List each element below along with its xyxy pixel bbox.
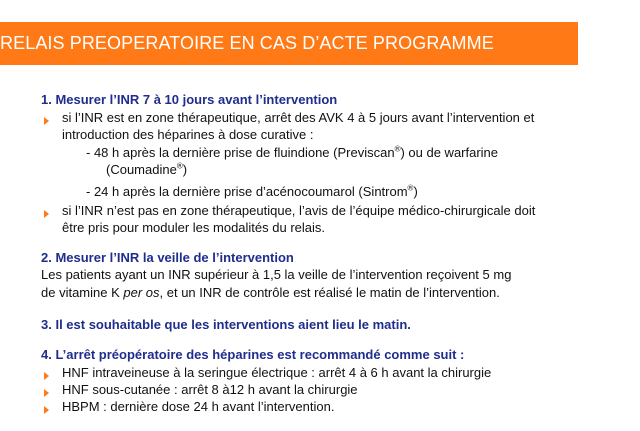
section-1-bullet-1-line-1: si l’INR est en zone thérapeutique, arrêt des AVK 4 à 5 jours avant l’intervention et [62, 110, 535, 125]
section-1-subitem-2: - 24 h après la dernière prise d’acénocoumarol (Sintrom®) [86, 183, 418, 199]
section-2-line-2: de vitamine K per os, et un INR de contrôle est réalisé le matin de l’intervention. [41, 285, 500, 300]
bullet-icon [44, 372, 49, 380]
page-title: RELAIS PREOPERATOIRE EN CAS D’ACTE PROGRAMME [0, 33, 494, 53]
section-1-bullet-2-line-1: si l’INR n’est pas en zone thérapeutique, l’avis de l’équipe médico-chirurgicale doit [62, 203, 536, 218]
section-2-line-1: Les patients ayant un INR supérieur à 1,5 la veille de l’intervention reçoivent 5 mg [41, 267, 512, 282]
bullet-icon [44, 389, 49, 397]
section-1-bullet-1-line-2: introduction des héparines à dose curative : [62, 127, 314, 142]
section-1-heading: 1. Mesurer l’INR 7 à 10 jours avant l’intervention [41, 92, 338, 107]
section-4-item-1: HNF intraveineuse à la seringue électrique : arrêt 4 à 6 h avant la chirurgie [62, 365, 492, 380]
bullet-icon [44, 210, 49, 218]
section-1-subitem-1: - 48 h après la dernière prise de fluindione (Previscan®) ou de warfarine [86, 144, 499, 160]
section-1-bullet-2-line-2: être pris pour moduler les modalités du relais. [62, 220, 326, 235]
section-4-item-2: HNF sous-cutanée : arrêt 8 à12 h avant la chirurgie [62, 382, 358, 397]
registered-mark: ® [394, 144, 401, 154]
bullet-icon [44, 406, 49, 414]
registered-mark: ® [176, 161, 183, 171]
section-2-heading: 2. Mesurer l’INR la veille de l’intervention [41, 250, 294, 265]
section-4-heading: 4. L’arrêt préopératoire des héparines est recommandé comme suit : [41, 347, 465, 362]
section-1-subitem-1-cont: (Coumadine®) [106, 161, 188, 177]
section-3-heading: 3. Il est souhaitable que les interventions aient lieu le matin. [41, 317, 411, 332]
registered-mark: ® [407, 183, 414, 193]
bullet-icon [44, 117, 49, 125]
section-4-item-3: HBPM : dernière dose 24 h avant l’intervention. [62, 399, 335, 414]
